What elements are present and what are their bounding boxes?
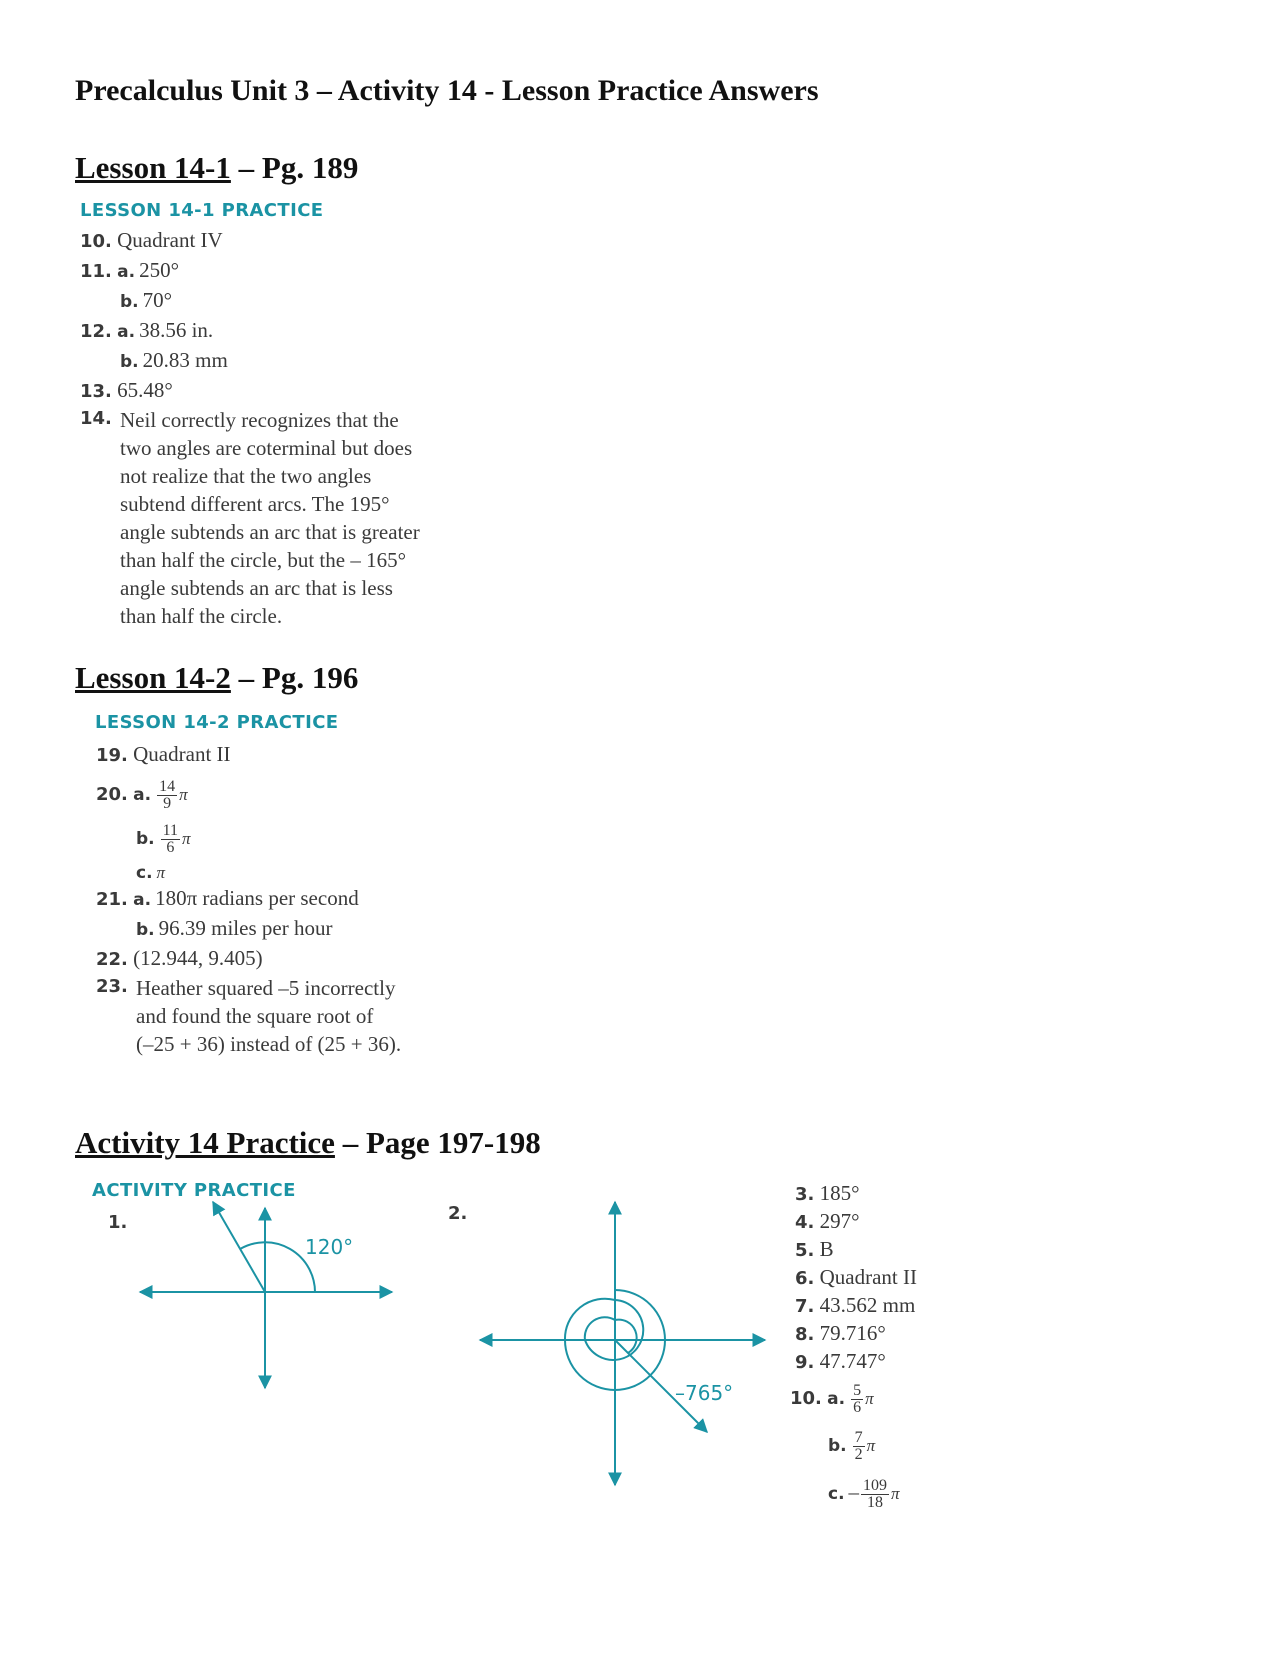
answer-9: 9. 47.747° [795, 1349, 886, 1373]
activity-answers [795, 1180, 917, 1376]
activity-14-link[interactable]: Activity 14 Practice [75, 1125, 335, 1160]
answer-10-group [790, 1374, 900, 1516]
answer-12b: b. 20.83 mm [120, 348, 228, 372]
lesson-14-2-answers [96, 740, 466, 1058]
answer-14: 14. Neil correctly recognizes that the two angles are coterminal but does not realize that the two angles subtend different arcs. The 195° angle subtends an arc that is greater than half the circle, but the – 165° angle subtends an arc that is less than half the circle. [80, 406, 450, 630]
lesson-14-1-answers [80, 226, 450, 630]
answer-1-number: 1. [108, 1212, 128, 1233]
answer-10b: b. $\frac{7}{2}$ π [828, 1428, 876, 1463]
answer-11a: 11. a. 250° [80, 258, 179, 282]
answer-21b: b. 96.39 miles per hour [136, 916, 333, 940]
lesson-14-2-page: – Pg. 196 [230, 660, 359, 695]
answer-7: 7. 43.562 mm [795, 1293, 916, 1317]
answer-10c: c. – $\frac{109}{18}$ π [828, 1476, 900, 1511]
lesson-14-1-heading [75, 150, 358, 186]
answer-23-text: Heather squared –5 incorrectly and found the square root of (–25 + 36) instead of (25 + 36). [136, 976, 402, 1056]
answer-4: 4. 297° [795, 1209, 860, 1233]
activity-14-page: – Page 197-198 [334, 1125, 541, 1160]
lesson-14-2-practice-label: LESSON 14-2 PRACTICE [95, 712, 339, 733]
lesson-14-1-link[interactable]: Lesson 14-1 [75, 150, 231, 185]
answer-14-text: Neil correctly recognizes that the two angles are coterminal but does not realize that the two angles subtend different arcs. The 195° angle subtends an arc that is greater than half the circle, but the – 165° angle subtends an arc that is less than half the circle. [120, 408, 420, 628]
angle-neg765-label: –765° [675, 1381, 734, 1405]
fraction: $\frac{11}{6}$ [162, 821, 179, 856]
answer-2-number: 2. [448, 1203, 468, 1224]
lesson-14-1-practice-label: LESSON 14-1 PRACTICE [80, 200, 324, 221]
answer-20c: c. π [136, 863, 166, 883]
angle-120-diagram [130, 1200, 400, 1400]
lesson-14-1-page: – Pg. 189 [230, 150, 359, 185]
answer-8: 8. 79.716° [795, 1321, 886, 1345]
answer-5: 5. B [795, 1237, 834, 1261]
lesson-14-2-heading [75, 660, 358, 696]
answer-19: 19. Quadrant II [96, 742, 231, 766]
answer-23: 23. Heather squared –5 incorrectly and found the square root of (–25 + 36) instead of (25 + 36). [96, 974, 466, 1058]
activity-14-heading [75, 1125, 541, 1161]
answer-13: 13. 65.48° [80, 378, 173, 402]
answer-10a: 10. a. $\frac{5}{6}$ π [790, 1381, 874, 1416]
fraction: $\frac{109}{18}$ [863, 1476, 888, 1511]
answer-20b: b. $\frac{11}{6}$ π [136, 821, 191, 856]
angle-neg765-diagram [475, 1200, 775, 1490]
answer-11b: b. 70° [120, 288, 173, 312]
answer-22: 22. (12.944, 9.405) [96, 946, 263, 970]
fraction: $\frac{5}{6}$ [853, 1381, 862, 1416]
lesson-14-2-link[interactable]: Lesson 14-2 [75, 660, 231, 695]
fraction: $\frac{14}{9}$ [159, 777, 176, 812]
answer-20a: 20. a. $\frac{14}{9}$ π [96, 777, 188, 812]
fraction: $\frac{7}{2}$ [854, 1428, 863, 1463]
terminal-side [213, 1202, 265, 1292]
answer-21a: 21. a. 180π radians per second [96, 886, 359, 910]
answer-6: 6. Quadrant II [795, 1265, 917, 1289]
angle-120-label: 120° [305, 1235, 354, 1259]
answer-10: 10. Quadrant IV [80, 228, 223, 252]
page-title: Precalculus Unit 3 – Activity 14 - Lesson Practice Answers [75, 74, 819, 107]
answer-12a: 12. a. 38.56 in. [80, 318, 214, 342]
activity-practice-label: ACTIVITY PRACTICE [92, 1180, 296, 1201]
answer-3: 3. 185° [795, 1181, 860, 1205]
